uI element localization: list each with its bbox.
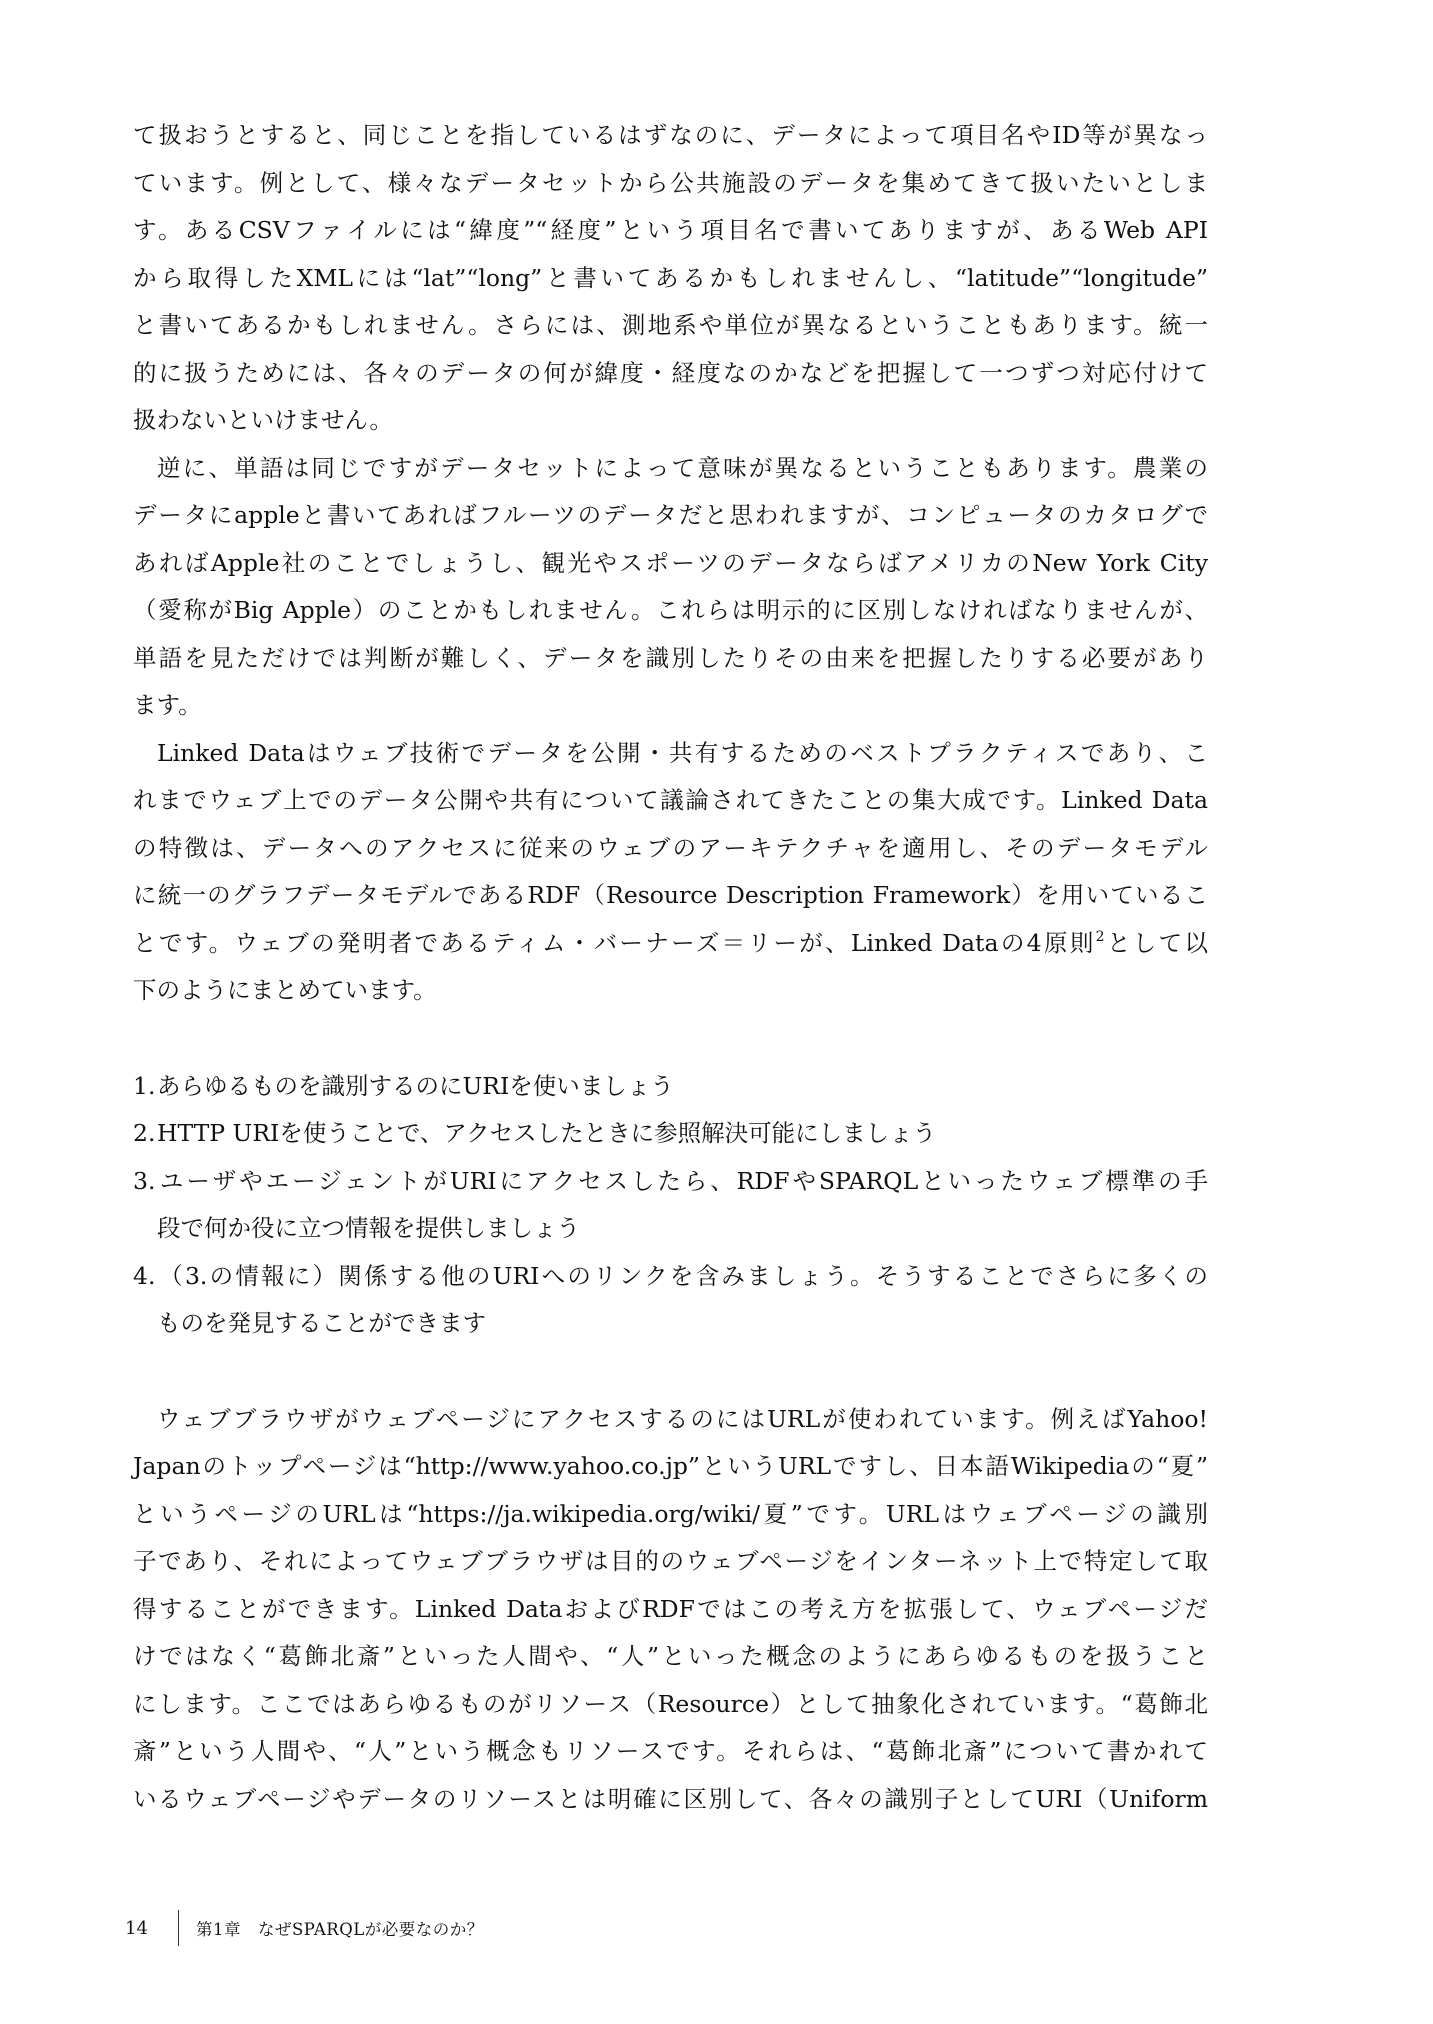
paragraph-4	[133, 1396, 1208, 1824]
text-line: Linked Dataはウェブ技術でデータを公開・共有するためのベストプラクティスであり、こ	[157, 738, 1208, 767]
text-line: す。あるCSVファイルには“緯度”“経度”という項目名で書いてありますが、あるWeb API	[133, 216, 1208, 244]
footnote-ref[interactable]: 2	[1095, 928, 1105, 945]
spacer	[133, 1015, 1208, 1063]
paragraph-2	[133, 445, 1208, 730]
list-item-continuation: ものを発見することができます	[157, 1309, 486, 1337]
text-line: の特徴は、データへのアクセスに従来のウェブのアーキテクチャを適用し、そのデータモデル	[133, 833, 1208, 862]
text-line: 的に扱うためには、各々のデータの何が緯度・経度なのかなどを把握して一つずつ対応付けて	[133, 358, 1208, 387]
text-line: というページのURLは“https://ja.wikipedia.org/wiki/夏”です。URLはウェブページの識別	[133, 1499, 1208, 1528]
list-text: HTTP URIを使うことで、アクセスしたときに参照解決可能にしましょう	[157, 1119, 937, 1147]
text-line: から取得したXMLには“lat”“long”と書いてあるかもしれませんし、“latitude”“longitude”	[133, 263, 1208, 292]
text-span: として以	[1104, 928, 1208, 957]
list-item	[133, 1158, 1208, 1206]
list-number: 1.	[133, 1071, 156, 1100]
list-number: 4.	[133, 1261, 156, 1290]
text-line-with-footnote	[133, 920, 1208, 968]
text-line: 下のようにまとめています。	[133, 976, 437, 1004]
text-line: ます。	[133, 691, 202, 719]
body-text	[133, 112, 1208, 1823]
list-text: ユーザやエージェントがURIにアクセスしたら、RDFやSPARQLといったウェブ標準の手	[157, 1166, 1208, 1195]
list-number: 3.	[133, 1166, 156, 1195]
text-line: ウェブブラウザがウェブページにアクセスするのにはURLが使われています。例えばYahoo!	[157, 1404, 1208, 1433]
list-text: あらゆるものを識別するのにURIを使いましょう	[157, 1071, 674, 1100]
text-line: に統一のグラフデータモデルであるRDF（Resource Description Framework）を用いているこ	[133, 881, 1208, 909]
text-line: と書いてあるかもしれません。さらには、測地系や単位が異なるということもあります。統一	[133, 311, 1208, 339]
page-number: 14	[125, 1918, 148, 1939]
list-item	[133, 1253, 1208, 1301]
text-line: あればApple社のことでしょうし、観光やスポーツのデータならばアメリカのNew York City	[133, 548, 1208, 577]
footer-divider	[178, 1910, 179, 1946]
text-line: 子であり、それによってウェブブラウザは目的のウェブページをインターネット上で特定して取	[133, 1547, 1208, 1575]
text-line: れまでウェブ上でのデータ公開や共有について議論されてきたことの集大成です。Linked Data	[133, 786, 1208, 814]
text-span: とです。ウェブの発明者であるティム・バーナーズ＝リーが、Linked Dataの4原則	[133, 928, 1096, 957]
page-footer	[0, 1910, 1433, 1950]
text-line: けではなく“葛飾北斎”といった人間や、“人”といった概念のようにあらゆるものを扱うこと	[133, 1642, 1208, 1670]
text-line: 得することができます。Linked DataおよびRDFではこの考え方を拡張して、ウェブページだ	[133, 1594, 1208, 1623]
text-line: いるウェブページやデータのリソースとは明確に区別して、各々の識別子としてURI（Uniform	[133, 1784, 1208, 1813]
principles-list	[133, 1063, 1208, 1348]
text-line: 単語を見ただけでは判断が難しく、データを識別したりその由来を把握したりする必要があり	[133, 643, 1208, 672]
list-item-continuation: 段で何か役に立つ情報を提供しましょう	[157, 1214, 580, 1242]
paragraph-3	[133, 730, 1208, 1015]
paragraph-1	[133, 112, 1208, 445]
text-line: データにappleと書いてあればフルーツのデータだと思われますが、コンピュータのカタログで	[133, 501, 1208, 529]
list-item	[133, 1063, 1208, 1111]
text-line: て扱おうとすると、同じことを指しているはずなのに、データによって項目名やID等が異なっ	[133, 121, 1208, 149]
list-number: 2.	[133, 1119, 156, 1147]
text-line: 逆に、単語は同じですがデータセットによって意味が異なるということもあります。農業の	[157, 453, 1208, 482]
spacer	[133, 1348, 1208, 1396]
text-line: にします。ここではあらゆるものがリソース（Resource）として抽象化されています。“葛飾北	[133, 1689, 1208, 1718]
text-line: ています。例として、様々なデータセットから公共施設のデータを集めてきて扱いたいとしま	[133, 168, 1208, 197]
list-item	[133, 1110, 1208, 1158]
text-line: （愛称がBig Apple）のことかもしれません。これらは明示的に区別しなければなりませんが、	[133, 596, 1208, 624]
text-line: 斎”という人間や、“人”という概念もリソースです。それらは、“葛飾北斎”について書かれて	[133, 1737, 1208, 1765]
text-line: 扱わないといけません。	[133, 406, 393, 434]
text-line: Japanのトップページは“http://www.yahoo.co.jp”というURLですし、日本語Wikipediaの“夏”	[133, 1452, 1208, 1480]
list-text: （3.の情報に）関係する他のURIへのリンクを含みましょう。そうすることでさらに多くの	[157, 1261, 1208, 1290]
running-head: 第1章 なぜSPARQLが必要なのか？	[196, 1920, 484, 1939]
